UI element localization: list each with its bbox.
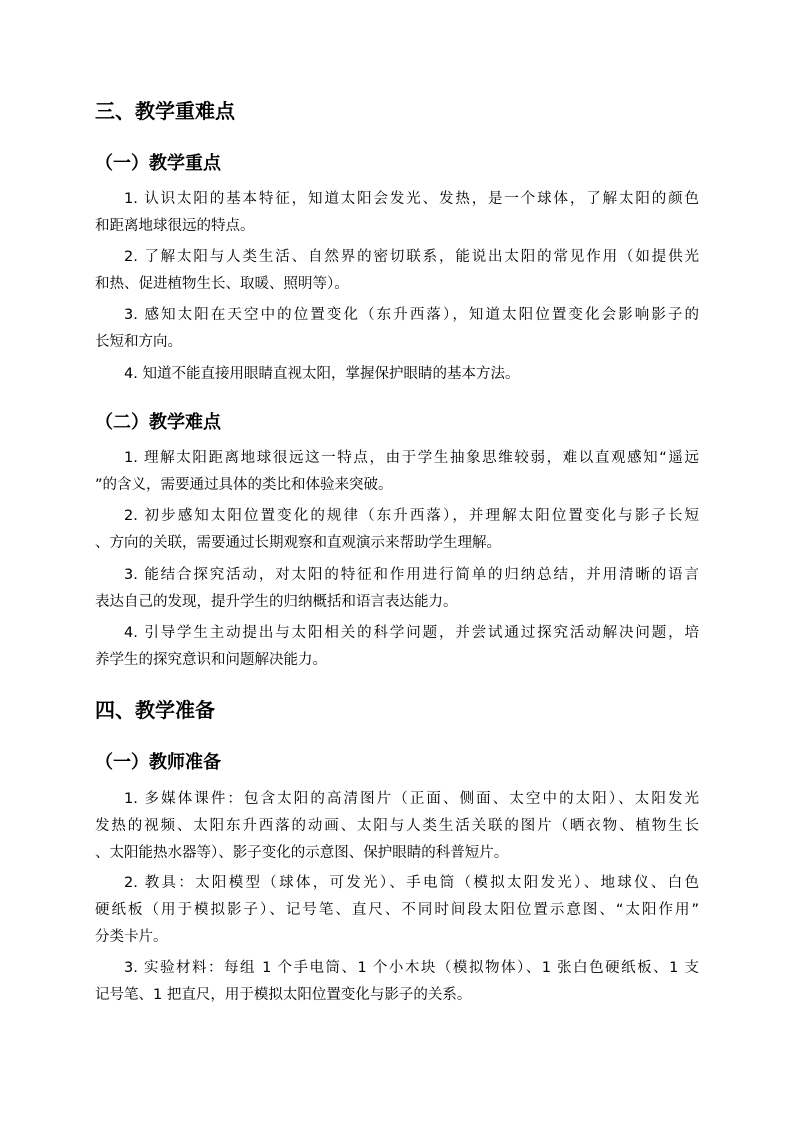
paragraph-line: 、太阳能热水器等）、影子变化的示意图、保护眼睛的科普短片。: [95, 845, 509, 861]
paragraph-line: 养学生的探究意识和问题解决能力。: [95, 652, 327, 668]
paragraph-line: 、方向的关联，需要通过长期观察和直观演示来帮助学生理解。: [95, 535, 501, 551]
section-4-heading: 四、教学准备: [95, 698, 215, 722]
paragraph-line: 4. 知道不能直接用眼睛直视太阳，掌握保护眼睛的基本方法。: [124, 366, 520, 382]
difficulty-4: [95, 620, 699, 674]
difficulty-1: [95, 445, 699, 499]
paragraph-line: 分类卡片。: [95, 929, 168, 945]
paragraph-line: 2. 了解太阳与人类生活、自然界的密切联系，能说出太阳的常见作用（如提供光: [124, 249, 699, 265]
preparation-2: [95, 870, 699, 951]
section-4-sub1-heading: （一）教师准备: [95, 752, 221, 773]
paragraph-line: 和距离地球很远的特点。: [95, 218, 255, 234]
section-3-heading: 三、教学重难点: [95, 99, 235, 123]
paragraph-line: 3. 能结合探究活动，对太阳的特征和作用进行简单的归纳总结，并用清晰的语言: [124, 567, 699, 583]
paragraph-line: 1. 多媒体课件：包含太阳的高清图片（正面、侧面、太空中的太阳）、太阳发光: [124, 791, 699, 807]
paragraph-line: 发热的视频、太阳东升西落的动画、太阳与人类生活关联的图片（晒衣物、植物生长: [95, 818, 699, 834]
paragraph-line: 1. 认识太阳的基本特征，知道太阳会发光、发热，是一个球体，了解太阳的颜色: [124, 191, 699, 207]
difficulty-3: [95, 562, 699, 616]
paragraph-line: 3. 实验材料：每组 1 个手电筒、1 个小木块（模拟物体）、1 张白色硬纸板、1 支: [124, 960, 699, 976]
preparation-3: [95, 955, 699, 1009]
key-point-3: [95, 302, 699, 356]
section-3-sub2-heading: （二）教学难点: [95, 412, 221, 433]
paragraph-line: 表达自己的发现，提升学生的归纳概括和语言表达能力。: [95, 594, 458, 610]
paragraph-line: ”的含义，需要通过具体的类比和体验来突破。: [95, 477, 393, 493]
paragraph-line: 硬纸板（用于模拟影子）、记号笔、直尺、不同时间段太阳位置示意图、“太阳作用”: [95, 902, 699, 918]
section-3-sub1-heading: （一）教学重点: [95, 153, 221, 174]
key-point-2: [95, 244, 699, 298]
difficulty-2: [95, 503, 699, 557]
paragraph-line: 4. 引导学生主动提出与太阳相关的科学问题，并尝试通过探究活动解决问题，培: [124, 625, 699, 641]
paragraph-line: 2. 教具：太阳模型（球体，可发光）、手电筒（模拟太阳发光）、地球仪、白色: [124, 875, 699, 891]
key-point-4: [95, 361, 699, 388]
paragraph-line: 3. 感知太阳在天空中的位置变化（东升西落），知道太阳位置变化会影响影子的: [124, 307, 699, 323]
paragraph-line: 长短和方向。: [95, 334, 182, 350]
paragraph-line: 2. 初步感知太阳位置变化的规律（东升西落），并理解太阳位置变化与影子长短: [124, 508, 699, 524]
preparation-1: [95, 786, 699, 867]
paragraph-line: 1. 理解太阳距离地球很远这一特点，由于学生抽象思维较弱，难以直观感知“遥远: [124, 450, 699, 466]
paragraph-line: 记号笔、1 把直尺，用于模拟太阳位置变化与影子的关系。: [95, 987, 472, 1003]
paragraph-line: 和热、促进植物生长、取暖、照明等）。: [95, 276, 349, 292]
key-point-1: [95, 186, 699, 240]
